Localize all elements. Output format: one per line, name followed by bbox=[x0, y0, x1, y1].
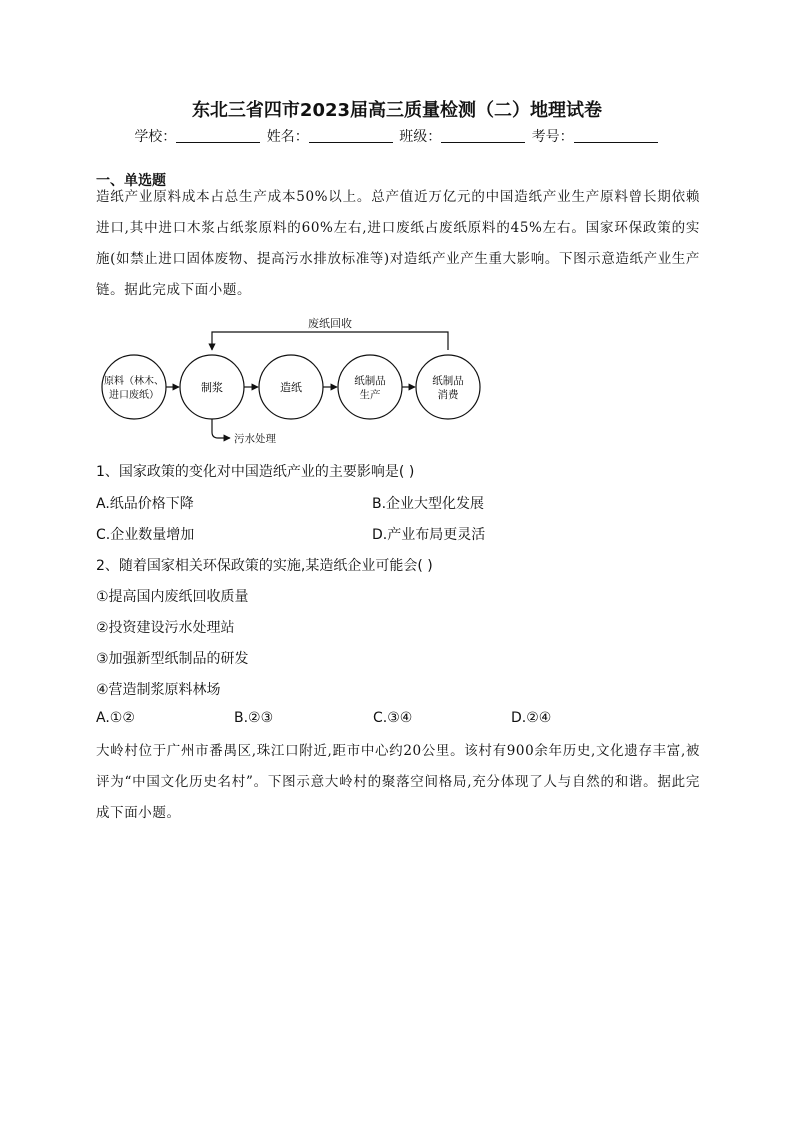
node-raw-materials-line2: 进口废纸） bbox=[109, 390, 159, 401]
q2-option-a[interactable]: A.①② bbox=[96, 710, 135, 726]
q2-option-d[interactable]: D.②④ bbox=[511, 710, 552, 726]
question-1-stem: 1、国家政策的变化对中国造纸产业的主要影响是( ) bbox=[96, 464, 415, 480]
name-blank[interactable] bbox=[309, 128, 393, 143]
recycle-loop-arrow bbox=[212, 332, 448, 350]
node-paper-consumption-line2: 消费 bbox=[437, 389, 459, 401]
node-paper-production-line1: 纸制品 bbox=[354, 375, 386, 387]
node-paper-consumption-line1: 纸制品 bbox=[432, 375, 464, 387]
q2-statement-1: ①提高国内废纸回收质量 bbox=[96, 589, 249, 605]
name-label: 姓名： bbox=[266, 129, 309, 145]
class-label: 班级： bbox=[399, 129, 442, 145]
q2-option-b[interactable]: B.②③ bbox=[234, 710, 274, 726]
q1-option-c[interactable]: C.企业数量增加 bbox=[96, 527, 195, 543]
school-blank[interactable] bbox=[176, 128, 260, 143]
q2-option-c[interactable]: C.③④ bbox=[373, 710, 413, 726]
q1-option-a[interactable]: A.纸品价格下降 bbox=[96, 496, 194, 512]
node-paper-production bbox=[338, 355, 402, 419]
node-raw-materials bbox=[102, 355, 166, 419]
question-2-stem: 2、随着国家相关环保政策的实施,某造纸企业可能会( ) bbox=[96, 558, 433, 574]
q1-option-d[interactable]: D.产业布局更灵活 bbox=[372, 527, 486, 543]
node-pulping-label: 制浆 bbox=[201, 381, 223, 394]
sewage-label: 污水处理 bbox=[234, 433, 276, 445]
q1-option-b[interactable]: B.企业大型化发展 bbox=[372, 496, 485, 512]
node-paper-consumption bbox=[416, 355, 480, 419]
recycle-label: 废纸回收 bbox=[308, 317, 352, 330]
passage-paper-industry: 造纸产业原料成本占总生产成本50%以上。总产值近万亿元的中国造纸产业生产原料曾长期依赖进口,其中进口木浆占纸浆原料的60%左右,进口废纸占废纸原料的45%左右。国家环保政策的实施(如禁止进口固体废物、提高污水排放标准等)对造纸产业产生重大影响。下图示意造纸产业生产链。据此完成下面小题。 bbox=[96, 189, 700, 298]
class-blank[interactable] bbox=[441, 128, 525, 143]
node-raw-materials-line1: 原料（林木、 bbox=[104, 376, 164, 387]
exam-number-label: 考号： bbox=[531, 129, 574, 145]
sewage-arrow bbox=[212, 419, 230, 438]
exam-number-blank[interactable] bbox=[574, 128, 658, 143]
q2-statement-4: ④营造制浆原料林场 bbox=[96, 682, 221, 698]
q2-statement-3: ③加强新型纸制品的研发 bbox=[96, 651, 249, 667]
school-label: 学校： bbox=[134, 129, 177, 145]
node-paper-production-line2: 生产 bbox=[359, 389, 381, 401]
student-info-line bbox=[0, 126, 794, 146]
passage-daling-village: 大岭村位于广州市番禺区,珠江口附近,距市中心约20公里。该村有900余年历史,文化遗存丰富,被评为“中国文化历史名村”。下图示意大岭村的聚落空间格局,充分体现了人与自然的和谐。据此完成下面小题。 bbox=[96, 743, 700, 821]
node-papermaking-label: 造纸 bbox=[280, 381, 302, 394]
section-title: 一、单选题 bbox=[96, 173, 166, 189]
paper-production-chain-diagram bbox=[96, 312, 506, 452]
exam-title: 东北三省四市2023届高三质量检测（二）地理试卷 bbox=[191, 100, 603, 121]
q2-statement-2: ②投资建设污水处理站 bbox=[96, 620, 235, 636]
